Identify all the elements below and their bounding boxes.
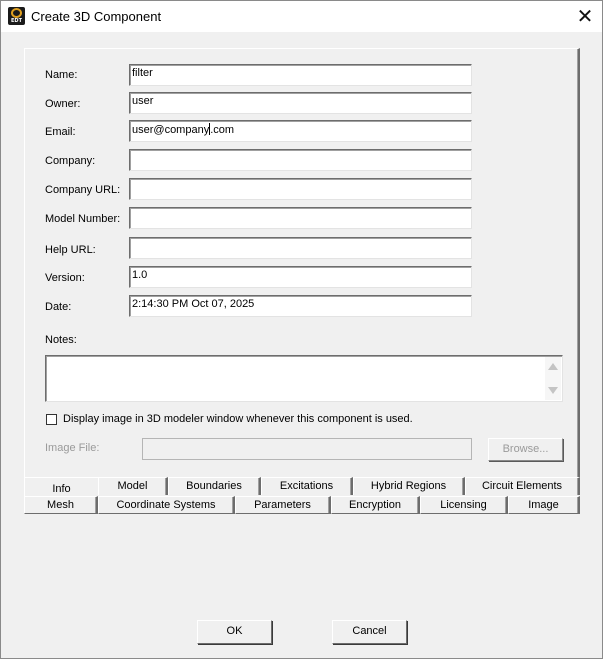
notes-label: Notes: xyxy=(45,334,77,346)
owner-label: Owner: xyxy=(45,98,81,110)
help-url-label: Help URL: xyxy=(45,244,96,256)
tab-parameters[interactable]: Parameters xyxy=(235,496,331,514)
company-url-label: Company URL: xyxy=(45,184,121,196)
image-file-field xyxy=(142,438,472,460)
app-icon: EDT xyxy=(8,7,25,25)
name-field[interactable]: filter xyxy=(129,64,472,86)
tab-licensing[interactable]: Licensing xyxy=(420,496,508,514)
owner-field[interactable]: user xyxy=(129,92,472,114)
company-url-field[interactable] xyxy=(129,178,472,200)
browse-button: Browse... xyxy=(488,438,563,461)
notes-textarea[interactable] xyxy=(45,355,563,402)
notes-scrollbar[interactable] xyxy=(545,357,561,400)
version-label: Version: xyxy=(45,272,85,284)
scroll-up-arrow-icon[interactable] xyxy=(548,363,558,370)
date-field[interactable]: 2:14:30 PM Oct 07, 2025 xyxy=(129,295,472,317)
tab-encryption[interactable]: Encryption xyxy=(331,496,420,514)
ok-button[interactable]: OK xyxy=(197,620,272,644)
tab-model[interactable]: Model xyxy=(98,477,168,495)
close-icon[interactable]: ✕ xyxy=(576,4,594,28)
tab-circuit-elements[interactable]: Circuit Elements xyxy=(465,477,580,495)
tab-info[interactable]: Info xyxy=(24,477,98,497)
scroll-down-arrow-icon[interactable] xyxy=(548,387,558,394)
email-field[interactable] xyxy=(129,120,472,142)
display-image-checkbox-label[interactable]: Display image in 3D modeler window whenever this component is used. xyxy=(63,413,413,425)
image-file-label: Image File: xyxy=(45,442,100,454)
company-field[interactable] xyxy=(129,149,472,171)
tab-mesh[interactable]: Mesh xyxy=(24,496,98,514)
tab-coordinate-systems[interactable]: Coordinate Systems xyxy=(98,496,235,514)
name-label: Name: xyxy=(45,69,78,81)
tab-hybrid-regions[interactable]: Hybrid Regions xyxy=(353,477,465,495)
model-number-field[interactable] xyxy=(129,207,472,229)
email-value-part-1: user@company xyxy=(132,124,210,136)
tab-boundaries[interactable]: Boundaries xyxy=(168,477,261,495)
help-url-field[interactable] xyxy=(129,237,472,259)
email-label: Email: xyxy=(45,126,76,138)
email-value-part-2: .com xyxy=(210,124,235,136)
cancel-button[interactable]: Cancel xyxy=(332,620,407,644)
tab-image[interactable]: Image xyxy=(508,496,580,514)
model-number-label: Model Number: xyxy=(45,213,121,225)
date-label: Date: xyxy=(45,301,72,313)
tab-excitations[interactable]: Excitations xyxy=(261,477,353,495)
company-label: Company: xyxy=(45,155,96,167)
version-field[interactable]: 1.0 xyxy=(129,266,472,288)
title-bar xyxy=(1,1,602,32)
window-title: Create 3D Component xyxy=(31,9,162,24)
display-image-checkbox[interactable] xyxy=(46,414,57,425)
